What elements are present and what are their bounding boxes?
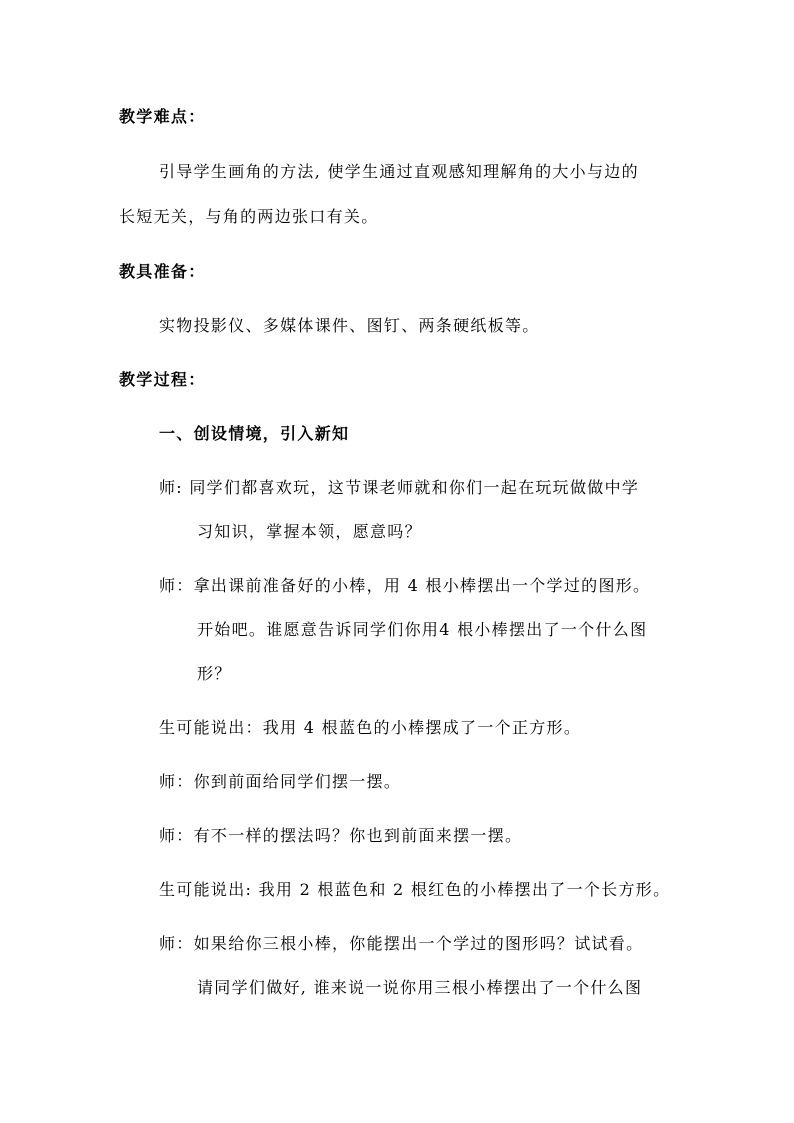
heading-teaching-difficulty: 教学难点： — [119, 107, 206, 126]
heading-teaching-process: 教学过程： — [119, 370, 206, 389]
difficulty-text-line-2: 长短无关，与角的两边张口有关。 — [119, 207, 379, 226]
dialogue-line: 生可能说出：我用 4 根蓝色的小棒摆成了一个正方形。 — [159, 718, 582, 737]
section-title-1: 一、创设情境，引入新知 — [159, 424, 350, 443]
dialogue-line: 师：你到前面给同学们摆一摆。 — [159, 772, 402, 791]
dialogue-line: 生可能说出: 我用 2 根蓝色和 2 根红色的小棒摆出了一个长方形。 — [159, 880, 671, 899]
dialogue-line: 请同学们做好, 谁来说一说你用三根小棒摆出了一个什么图 — [197, 978, 643, 997]
dialogue-line: 师：如果给你三根小棒，你能摆出一个学过的图形吗？试试看。 — [159, 934, 644, 953]
dialogue-line: 形？ — [197, 664, 232, 683]
dialogue-line: 师: 同学们都喜欢玩，这节课老师就和你们一起在玩玩做做中学 — [159, 478, 640, 497]
dialogue-line: 师：有不一样的摆法吗？你也到前面来摆一摆。 — [159, 826, 523, 845]
tools-text: 实物投影仪、多媒体课件、图钉、两条硬纸板等。 — [159, 316, 540, 335]
dialogue-line: 习知识，掌握本领，愿意吗？ — [197, 522, 422, 541]
difficulty-text-line-1: 引导学生画角的方法, 使学生通过直观感知理解角的大小与边的 — [159, 162, 639, 181]
dialogue-line: 开始吧。谁愿意告诉同学们你用4 根小棒摆出了一个什么图 — [197, 620, 648, 639]
dialogue-line: 师：拿出课前准备好的小棒，用 4 根小棒摆出一个学过的图形。 — [159, 576, 651, 595]
heading-teaching-tools: 教具准备： — [119, 262, 206, 281]
